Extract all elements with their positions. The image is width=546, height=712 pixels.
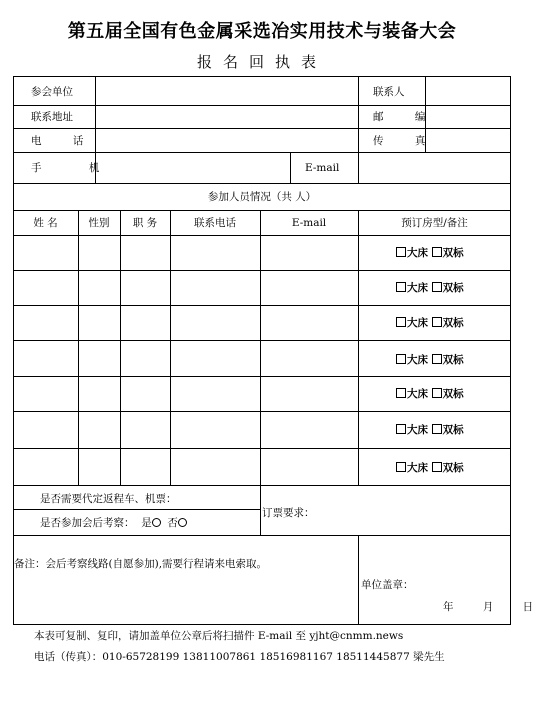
checkbox-icon[interactable]	[396, 462, 406, 472]
row-divider	[13, 411, 511, 412]
checkbox-icon[interactable]	[396, 424, 406, 434]
checkbox-icon[interactable]	[432, 462, 442, 472]
seal-label: 单位盖章：	[361, 579, 414, 591]
checkbox-icon[interactable]	[432, 424, 442, 434]
col-email-header: E-mail	[291, 217, 327, 229]
unit-field[interactable]	[96, 77, 357, 104]
row-divider	[13, 235, 511, 236]
column-divider	[260, 210, 261, 485]
row-divider	[13, 340, 511, 341]
fax-label: 传 真	[373, 135, 440, 147]
checkbox-icon[interactable]	[432, 388, 442, 398]
column-divider	[290, 152, 291, 183]
form-title: 第五届全国有色金属采选冶实用技术与装备大会	[67, 21, 457, 42]
address-field[interactable]	[96, 106, 357, 127]
unit-label: 参会单位	[31, 86, 73, 98]
row-divider	[13, 448, 511, 449]
fax-field[interactable]	[426, 129, 510, 151]
checkbox-icon[interactable]	[396, 317, 406, 327]
ticket-requirements-label: 订票要求：	[262, 507, 315, 519]
checkbox-icon[interactable]	[396, 354, 406, 364]
column-divider	[260, 485, 261, 535]
row-divider	[13, 376, 511, 377]
column-divider	[170, 210, 171, 485]
form-subtitle: 报名回执表	[196, 53, 327, 71]
radio-icon[interactable]	[178, 518, 187, 527]
room-option: 大床 双标	[396, 423, 464, 437]
date-label: 年 月 日	[443, 601, 546, 613]
room-option: 大床 双标	[396, 353, 464, 367]
checkbox-icon[interactable]	[396, 388, 406, 398]
email-field[interactable]	[359, 153, 510, 182]
room-option: 大床 双标	[396, 387, 464, 401]
row-divider	[13, 509, 260, 510]
column-divider	[358, 535, 359, 625]
column-divider	[358, 210, 359, 485]
remark-text: 备注：会后考察线路(自愿参加),需要行程请来电索取。	[14, 558, 268, 570]
ticket-question: 是否需要代定返程车、机票：	[40, 493, 177, 505]
column-divider	[78, 210, 79, 485]
postcode-field[interactable]	[426, 106, 510, 127]
email-label: E-mail	[305, 162, 340, 174]
row-divider	[13, 210, 511, 211]
row-divider	[13, 305, 511, 306]
contact-person-label: 联系人	[373, 86, 405, 98]
checkbox-icon[interactable]	[396, 282, 406, 292]
column-divider	[358, 76, 359, 152]
checkbox-icon[interactable]	[432, 282, 442, 292]
attendees-heading: 参加人员情况（共 人）	[207, 191, 317, 203]
phone-field[interactable]	[96, 129, 357, 151]
room-option: 大床 双标	[396, 316, 464, 330]
checkbox-icon[interactable]	[432, 354, 442, 364]
col-room-header: 预订房型/备注	[401, 217, 468, 229]
mobile-label: 手 机	[31, 162, 122, 174]
col-phone-header: 联系电话	[194, 217, 236, 229]
col-title-header: 职 务	[132, 217, 158, 229]
room-option: 大床 双标	[396, 246, 464, 260]
col-name-header: 姓 名	[33, 217, 58, 229]
postcode-label: 邮 编	[373, 111, 440, 123]
inspection-question: 是否参加会后考察： 是 否	[40, 516, 187, 530]
radio-icon[interactable]	[152, 518, 161, 527]
checkbox-icon[interactable]	[432, 247, 442, 257]
col-gender-header: 性别	[88, 217, 110, 229]
row-divider	[13, 183, 511, 184]
row-divider	[13, 535, 511, 536]
room-option: 大床 双标	[396, 461, 464, 475]
footer-contact: 电话（传真）：010-65728199 13811007861 18516981167 18511445877 梁先生	[34, 651, 445, 663]
address-label: 联系地址	[31, 111, 73, 123]
row-divider	[13, 270, 511, 271]
phone-label: 电 话	[31, 135, 98, 147]
contact-person-field[interactable]	[426, 77, 510, 104]
checkbox-icon[interactable]	[396, 247, 406, 257]
column-divider	[120, 210, 121, 485]
checkbox-icon[interactable]	[432, 317, 442, 327]
room-option: 大床 双标	[396, 281, 464, 295]
mobile-field[interactable]	[96, 153, 289, 182]
footer-instructions: 本表可复制、复印，请加盖单位公章后将扫描件 E-mail 至 yjht@cnmm.news	[34, 630, 404, 642]
row-divider	[13, 485, 511, 486]
